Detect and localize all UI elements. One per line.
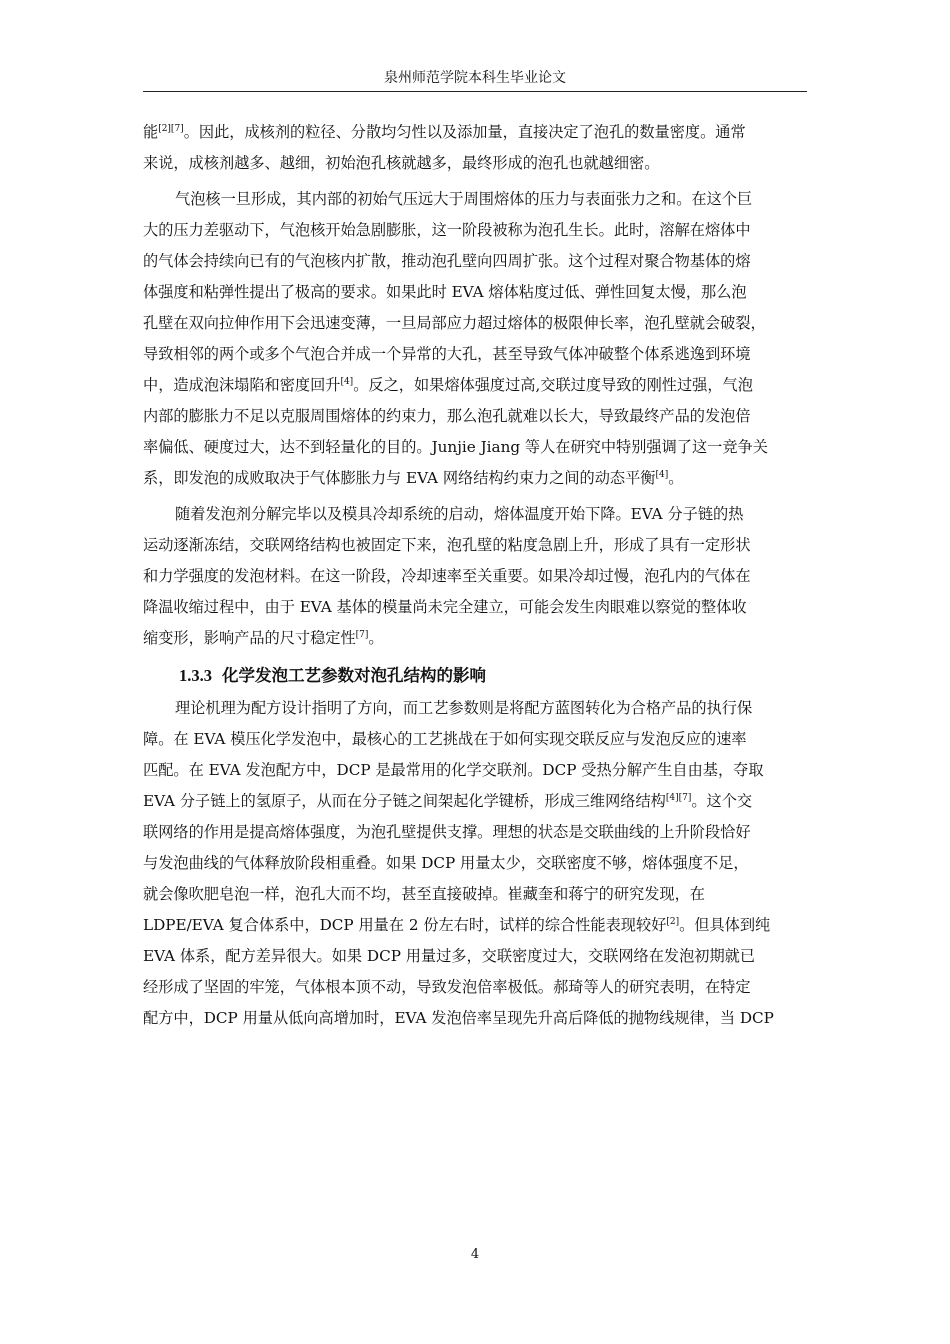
text-run: EVA 分子链上的氢原子，从而在分子链之间架起化学键桥，形成三维网络结构	[143, 792, 666, 810]
text-run: 导致相邻的两个或多个气泡合并成一个异常的大孔，甚至导致气体冲破整个体系逃逸到环境	[143, 345, 751, 363]
text-line	[143, 148, 807, 179]
running-header: 泉州师范学院本科生毕业论文	[384, 70, 566, 86]
text-run: 。	[668, 469, 684, 487]
text-run: 体强度和粘弹性提出了极高的要求。如果此时 EVA 熔体粘度过低、弹性回复太慢，那么泡	[143, 283, 747, 301]
text-run: 能	[143, 123, 159, 141]
text-line	[143, 184, 807, 215]
text-run: EVA 体系，配方差异很大。如果 DCP 用量过多，交联密度过大，交联网络在发泡初期就已	[143, 947, 756, 965]
text-run: 经形成了坚固的牢笼，气体根本顶不动，导致发泡倍率极低。郝琦等人的研究表明，在特定	[143, 978, 751, 996]
text-run: 大的压力差驱动下，气泡核开始急剧膨胀，这一阶段被称为泡孔生长。此时，溶解在熔体中	[143, 221, 751, 239]
citation-ref: [4][7]	[665, 792, 692, 803]
text-line	[143, 561, 807, 592]
header-rule	[143, 91, 807, 92]
text-line	[143, 117, 807, 148]
paragraph	[143, 499, 807, 654]
paragraph	[143, 693, 807, 1034]
text-line	[143, 910, 807, 941]
text-run: 降温收缩过程中，由于 EVA 基体的模量尚未完全建立，可能会发生肉眼难以察觉的整体收	[143, 598, 747, 616]
text-run: 。因此，成核剂的粒径、分散均匀性以及添加量，直接决定了泡孔的数量密度。通常	[183, 123, 746, 141]
text-run: 运动逐渐冻结，交联网络结构也被固定下来，泡孔壁的粘度急剧上升，形成了具有一定形状	[143, 536, 751, 554]
text-run: 内部的膨胀力不足以克服周围熔体的约束力，那么泡孔就难以长大，导致最终产品的发泡倍	[143, 407, 751, 425]
text-run: 和力学强度的发泡材料。在这一阶段，冷却速率至关重要。如果冷却过慢，泡孔内的气体在	[143, 567, 751, 585]
text-line	[143, 623, 807, 654]
paragraph-group-1	[143, 117, 807, 659]
text-run: 就会像吹肥皂泡一样，泡孔大而不均，甚至直接破掉。崔藏奎和蒋宁的研究发现，在	[143, 885, 705, 903]
text-line	[143, 879, 807, 910]
text-run: 。但具体到纯	[679, 916, 771, 934]
text-run: 。	[368, 629, 384, 647]
text-run: LDPE/EVA 复合体系中，DCP 用量在 2 份左右时，试样的综合性能表现较好	[143, 916, 667, 934]
text-run: 来说，成核剂越多、越细，初始泡孔核就越多，最终形成的泡孔也就越细密。	[143, 154, 660, 172]
text-line	[143, 246, 807, 277]
paragraph-gap	[143, 1034, 807, 1039]
text-run: 理论机理为配方设计指明了方向，而工艺参数则是将配方蓝图转化为合格产品的执行保	[175, 699, 753, 717]
text-line	[143, 463, 807, 494]
text-run: 。反之，如果熔体强度过高,交联过度导致的刚性过强，气泡	[353, 376, 753, 394]
text-run: 缩变形，影响产品的尺寸稳定性	[143, 629, 356, 647]
text-line	[143, 370, 807, 401]
text-run: 中，造成泡沫塌陷和密度回升	[143, 376, 341, 394]
section-title: 化学发泡工艺参数对泡孔结构的影响	[222, 666, 486, 685]
text-line	[143, 432, 807, 463]
text-line	[143, 693, 807, 724]
page-number: 4	[470, 1247, 480, 1262]
text-line	[143, 592, 807, 623]
body-text	[143, 117, 807, 1039]
section-heading	[143, 659, 807, 693]
text-line	[143, 339, 807, 370]
citation-ref: [4]	[655, 469, 669, 480]
citation-ref: [2]	[666, 916, 680, 927]
paragraph	[143, 117, 807, 179]
text-run: 与发泡曲线的气体释放阶段相重叠。如果 DCP 用量太少，交联密度不够，熔体强度不足，	[143, 854, 749, 872]
paragraph	[143, 184, 807, 494]
text-line	[143, 277, 807, 308]
text-line	[143, 308, 807, 339]
text-line	[143, 724, 807, 755]
text-line	[143, 1003, 807, 1034]
text-run: 障。在 EVA 模压化学发泡中，最核心的工艺挑战在于如何实现交联反应与发泡反应的速率	[143, 730, 747, 748]
text-run: 联网络的作用是提高熔体强度，为泡孔壁提供支撑。理想的状态是交联曲线的上升阶段恰好	[143, 823, 751, 841]
text-line	[143, 786, 807, 817]
paragraph-group-2	[143, 693, 807, 1039]
text-line	[143, 401, 807, 432]
text-run: 配方中，DCP 用量从低向高增加时，EVA 发泡倍率呈现先升高后降低的抛物线规律，当 DCP	[143, 1009, 774, 1027]
text-line	[143, 941, 807, 972]
citation-ref: [2][7]	[158, 123, 184, 134]
text-line	[143, 215, 807, 246]
text-line	[143, 755, 807, 786]
text-line	[143, 499, 807, 530]
citation-ref: [7]	[355, 629, 369, 640]
text-run: 随着发泡剂分解完毕以及模具冷却系统的启动，熔体温度开始下降。EVA 分子链的热	[175, 505, 744, 523]
text-run: 孔壁在双向拉伸作用下会迅速变薄，一旦局部应力超过熔体的极限伸长率，泡孔壁就会破裂，	[143, 314, 766, 332]
citation-ref: [4]	[340, 376, 354, 387]
text-run: 匹配。在 EVA 发泡配方中，DCP 是最常用的化学交联剂。DCP 受热分解产生自由基，夺取	[143, 761, 764, 779]
text-line	[143, 817, 807, 848]
text-run: 气泡核一旦形成，其内部的初始气压远大于周围熔体的压力与表面张力之和。在这个巨	[175, 190, 753, 208]
text-line	[143, 972, 807, 1003]
text-run: 。这个交	[691, 792, 753, 810]
text-run: 的气体会持续向已有的气泡核内扩散，推动泡孔壁向四周扩张。这个过程对聚合物基体的熔	[143, 252, 751, 270]
section-number: 1.3.3	[179, 666, 212, 685]
text-line	[143, 848, 807, 879]
text-run: 率偏低、硬度过大，达不到轻量化的目的。Junjie Jiang 等人在研究中特别强调了这一竞争关	[143, 438, 768, 456]
text-line	[143, 530, 807, 561]
text-run: 系，即发泡的成败取决于气体膨胀力与 EVA 网络结构约束力之间的动态平衡	[143, 469, 656, 487]
